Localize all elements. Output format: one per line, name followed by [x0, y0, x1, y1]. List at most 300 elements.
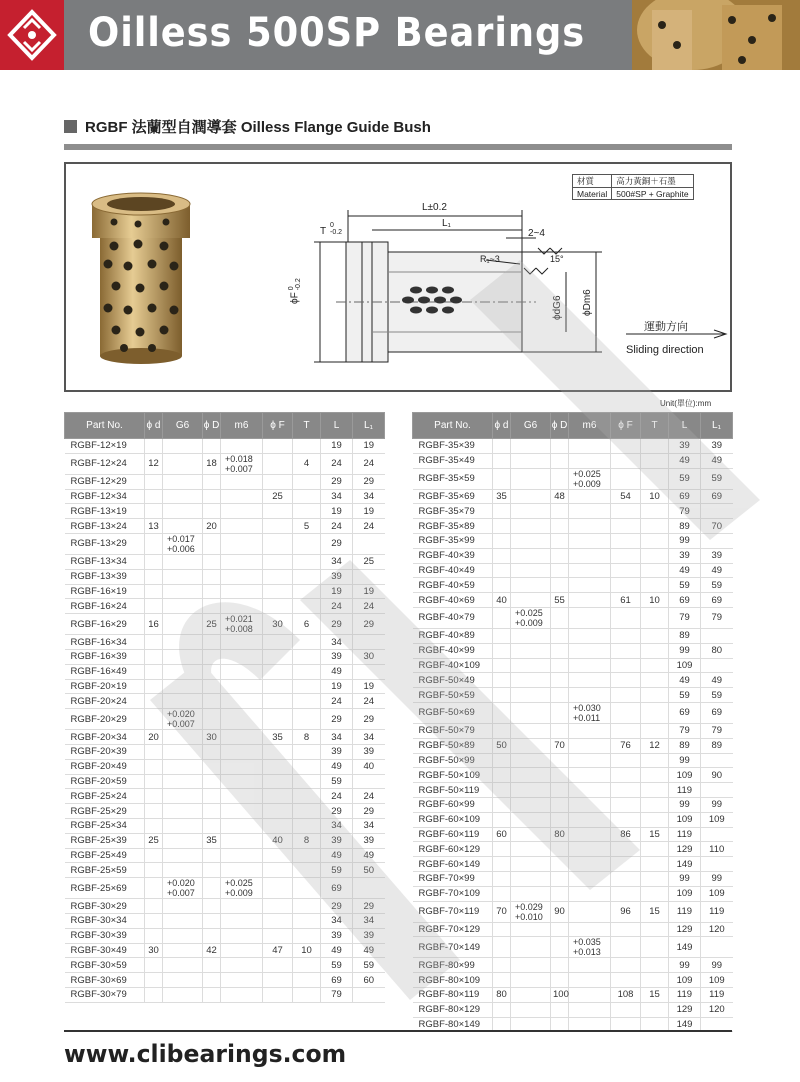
cell-F: [263, 958, 293, 973]
cell-F: [611, 723, 641, 738]
table-header-row: [413, 413, 733, 439]
cell-d: [493, 842, 511, 857]
cell-D: [203, 709, 221, 730]
cell-part: RGBF-25×59: [65, 863, 145, 878]
cell-L: 109: [669, 658, 701, 673]
table-row: [65, 599, 385, 614]
cell-L1: 50: [353, 863, 385, 878]
table-row: [413, 628, 733, 643]
cell-D: [203, 899, 221, 914]
dim-2-4-label: 2~4: [528, 228, 545, 239]
cell-d: 13: [145, 519, 163, 534]
col-header-g6: G6: [511, 413, 551, 439]
cell-D: [551, 504, 569, 519]
cell-F: [611, 797, 641, 812]
cell-part: RGBF-30×59: [65, 958, 145, 973]
cell-part: RGBF-80×109: [413, 973, 493, 988]
cell-m6: [221, 958, 263, 973]
cell-d: 50: [493, 738, 511, 753]
cell-d: [493, 548, 511, 563]
section-divider: [64, 144, 732, 150]
cell-T: [641, 439, 669, 454]
cell-d: 60: [493, 827, 511, 842]
bearing-thumbnail: [632, 0, 800, 70]
cell-d: 35: [493, 489, 511, 504]
table-row: [65, 649, 385, 664]
table-row: [65, 504, 385, 519]
dim-t-tol-upper: 0: [330, 222, 334, 229]
cell-T: 8: [293, 833, 321, 848]
cell-L: 99: [669, 753, 701, 768]
cell-part: RGBF-40×89: [413, 628, 493, 643]
table-row: [65, 554, 385, 569]
cell-m6: [569, 519, 611, 534]
cell-d: [493, 688, 511, 703]
cell-F: [263, 584, 293, 599]
cell-L: 79: [669, 723, 701, 738]
cell-g6: [511, 842, 551, 857]
cell-m6: [221, 744, 263, 759]
table-row: [65, 569, 385, 584]
cell-L: 99: [669, 797, 701, 812]
table-row: [65, 533, 385, 554]
cell-L: 24: [321, 519, 353, 534]
cell-L: 129: [669, 1002, 701, 1017]
cell-d: [493, 607, 511, 628]
cell-d: [493, 797, 511, 812]
cell-d: [145, 973, 163, 988]
cell-T: [641, 548, 669, 563]
cell-L1: 99: [701, 958, 733, 973]
cell-L: 99: [669, 533, 701, 548]
cell-L1: 79: [701, 723, 733, 738]
cell-F: [263, 554, 293, 569]
cell-T: 8: [293, 730, 321, 745]
cell-g6: [163, 987, 203, 1002]
cell-g6: [163, 804, 203, 819]
cell-d: [145, 958, 163, 973]
table-row: [413, 688, 733, 703]
cell-L: 34: [321, 489, 353, 504]
cell-part: RGBF-70×119: [413, 901, 493, 922]
cell-T: [293, 818, 321, 833]
cell-T: [293, 504, 321, 519]
cell-d: [145, 694, 163, 709]
cell-T: [641, 1002, 669, 1017]
cell-d: [493, 439, 511, 454]
cell-L1: [353, 664, 385, 679]
cell-T: [293, 489, 321, 504]
cell-F: [611, 886, 641, 901]
cell-L1: 24: [353, 694, 385, 709]
cell-T: [641, 533, 669, 548]
cell-part: RGBF-30×29: [65, 899, 145, 914]
col-header-L: L: [669, 413, 701, 439]
cell-L: 49: [321, 848, 353, 863]
cell-L: 49: [669, 563, 701, 578]
cell-d: [493, 871, 511, 886]
cell-d: [145, 899, 163, 914]
cell-L1: 59: [701, 468, 733, 489]
cell-d: [493, 937, 511, 958]
cell-m6: [569, 489, 611, 504]
dim-angle-label: 15°: [550, 254, 564, 264]
cell-F: 35: [263, 730, 293, 745]
table-row: [65, 913, 385, 928]
cell-L1: 59: [353, 958, 385, 973]
table-row: [413, 827, 733, 842]
cell-F: [611, 842, 641, 857]
cell-T: [293, 973, 321, 988]
cell-D: [551, 783, 569, 798]
table-row: [65, 730, 385, 745]
cell-T: 15: [641, 827, 669, 842]
cell-L1: 119: [701, 901, 733, 922]
cell-d: [493, 753, 511, 768]
cell-T: [641, 768, 669, 783]
cell-L1: 24: [353, 599, 385, 614]
cell-F: [263, 804, 293, 819]
cell-D: [551, 578, 569, 593]
cell-m6: [221, 584, 263, 599]
page-title: Oilless 500SP Bearings: [88, 10, 586, 56]
table-row: [413, 886, 733, 901]
table-row: [413, 922, 733, 937]
cell-T: [293, 789, 321, 804]
cell-T: [293, 774, 321, 789]
cell-F: 76: [611, 738, 641, 753]
cell-D: [551, 519, 569, 534]
col-header-D: ϕ D: [203, 413, 221, 439]
table-row: [65, 614, 385, 635]
cell-g6: [163, 818, 203, 833]
cell-m6: [569, 607, 611, 628]
table-row: [65, 928, 385, 943]
cell-m6: [569, 842, 611, 857]
cell-L1: [701, 783, 733, 798]
cell-d: [145, 928, 163, 943]
dim-t-label: T: [320, 226, 327, 237]
cell-D: [203, 679, 221, 694]
cell-g6: [511, 628, 551, 643]
cell-g6: [163, 848, 203, 863]
cell-m6: [221, 928, 263, 943]
table-row: [413, 702, 733, 723]
cell-m6: [221, 694, 263, 709]
cell-m6: [569, 797, 611, 812]
cell-m6: [569, 973, 611, 988]
table-row: [413, 593, 733, 608]
cell-L: 49: [321, 943, 353, 958]
cell-m6: [221, 818, 263, 833]
cell-D: [551, 658, 569, 673]
cell-part: RGBF-13×24: [65, 519, 145, 534]
cell-g6: [163, 649, 203, 664]
table-row: [65, 863, 385, 878]
cell-F: [263, 899, 293, 914]
cell-L: 19: [321, 679, 353, 694]
cell-L: 59: [669, 578, 701, 593]
cell-part: RGBF-16×29: [65, 614, 145, 635]
cell-g6: [511, 886, 551, 901]
cell-m6: [221, 833, 263, 848]
cell-g6: [511, 753, 551, 768]
cell-d: 20: [145, 730, 163, 745]
table-row: [413, 901, 733, 922]
cell-T: [293, 928, 321, 943]
cell-L: 89: [669, 738, 701, 753]
cell-m6: [569, 827, 611, 842]
cell-L: 59: [669, 468, 701, 489]
cell-D: [551, 886, 569, 901]
cell-m6: [569, 753, 611, 768]
cell-L: 79: [321, 987, 353, 1002]
table-row: [413, 857, 733, 872]
cell-part: RGBF-60×129: [413, 842, 493, 857]
cell-d: [145, 848, 163, 863]
cell-part: RGBF-12×24: [65, 453, 145, 474]
cell-part: RGBF-35×89: [413, 519, 493, 534]
cell-g6: [511, 702, 551, 723]
cell-D: [203, 913, 221, 928]
table-row: [65, 973, 385, 988]
cell-g6: [511, 783, 551, 798]
cell-part: RGBF-16×49: [65, 664, 145, 679]
cell-d: [145, 878, 163, 899]
cell-g6: [511, 548, 551, 563]
cell-T: [641, 628, 669, 643]
cell-F: [611, 702, 641, 723]
cell-m6: [221, 439, 263, 454]
cell-L: 29: [321, 474, 353, 489]
motion-label-en: Sliding direction: [626, 344, 704, 356]
cell-L1: 19: [353, 584, 385, 599]
cell-m6: +0.018 +0.007: [221, 453, 263, 474]
cell-d: [145, 664, 163, 679]
cell-m6: [221, 863, 263, 878]
table-row: [65, 744, 385, 759]
cell-d: [493, 628, 511, 643]
cell-L1: 49: [701, 563, 733, 578]
cell-g6: [163, 554, 203, 569]
cell-m6: [221, 533, 263, 554]
cell-part: RGBF-30×69: [65, 973, 145, 988]
cell-F: [263, 504, 293, 519]
cell-D: [203, 584, 221, 599]
cell-D: 80: [551, 827, 569, 842]
cell-m6: [221, 774, 263, 789]
cell-m6: [221, 664, 263, 679]
cell-L1: [701, 827, 733, 842]
cell-d: [493, 533, 511, 548]
cell-L1: 40: [353, 759, 385, 774]
cell-F: [611, 812, 641, 827]
cell-T: [293, 709, 321, 730]
cell-m6: [221, 489, 263, 504]
cell-m6: [221, 848, 263, 863]
col-header-part: Part No.: [413, 413, 493, 439]
cell-m6: [569, 857, 611, 872]
col-header-D: ϕ D: [551, 413, 569, 439]
cell-L: 119: [669, 783, 701, 798]
cell-L: 49: [669, 453, 701, 468]
cell-g6: +0.029 +0.010: [511, 901, 551, 922]
cell-m6: [221, 913, 263, 928]
cell-part: RGBF-25×39: [65, 833, 145, 848]
cell-L: 119: [669, 901, 701, 922]
cell-D: [551, 958, 569, 973]
cell-T: [641, 857, 669, 872]
cell-T: 15: [641, 901, 669, 922]
cell-D: [203, 818, 221, 833]
cell-D: 48: [551, 489, 569, 504]
cell-g6: [163, 584, 203, 599]
cell-part: RGBF-60×119: [413, 827, 493, 842]
cell-part: RGBF-20×24: [65, 694, 145, 709]
table-row: [65, 439, 385, 454]
cell-m6: [221, 569, 263, 584]
cell-L1: 24: [353, 519, 385, 534]
cell-part: RGBF-30×39: [65, 928, 145, 943]
cell-L: 49: [669, 673, 701, 688]
cell-T: [641, 578, 669, 593]
table-row: [413, 753, 733, 768]
cell-D: [551, 688, 569, 703]
cell-D: [551, 533, 569, 548]
cell-F: [263, 789, 293, 804]
cell-g6: [511, 857, 551, 872]
cell-L1: 90: [701, 768, 733, 783]
cell-m6: [569, 563, 611, 578]
cell-g6: +0.017 +0.006: [163, 533, 203, 554]
cell-D: [203, 664, 221, 679]
cell-T: [641, 673, 669, 688]
cell-T: [293, 987, 321, 1002]
dim-l-label: L±0.2: [422, 202, 447, 213]
cell-part: RGBF-20×19: [65, 679, 145, 694]
cell-T: [293, 664, 321, 679]
cell-d: [145, 774, 163, 789]
cell-L: 149: [669, 937, 701, 958]
cell-L1: 80: [701, 643, 733, 658]
cell-L: 49: [321, 759, 353, 774]
table-header-row: [65, 413, 385, 439]
cell-m6: [569, 439, 611, 454]
cell-F: [263, 694, 293, 709]
cell-g6: [511, 922, 551, 937]
table-row: [413, 453, 733, 468]
cell-L1: 34: [353, 913, 385, 928]
cell-D: [551, 439, 569, 454]
cell-L1: 24: [353, 789, 385, 804]
cell-L: 49: [321, 664, 353, 679]
cell-L: 29: [321, 614, 353, 635]
cell-m6: [221, 679, 263, 694]
cell-D: [203, 504, 221, 519]
cell-g6: [511, 738, 551, 753]
table-row: [65, 453, 385, 474]
cell-m6: [569, 504, 611, 519]
cell-L: 89: [669, 628, 701, 643]
cell-d: [145, 913, 163, 928]
cell-part: RGBF-70×109: [413, 886, 493, 901]
col-header-d: ϕ d: [145, 413, 163, 439]
cell-L1: 39: [353, 744, 385, 759]
table-row: [413, 468, 733, 489]
cell-D: [551, 922, 569, 937]
table-row: [413, 797, 733, 812]
cell-L1: 39: [701, 439, 733, 454]
cell-L1: 59: [701, 688, 733, 703]
cell-g6: [163, 789, 203, 804]
cell-g6: [163, 474, 203, 489]
material-label-cn: 材質: [573, 175, 612, 188]
cell-L: 69: [669, 489, 701, 504]
cell-L: 24: [321, 789, 353, 804]
cell-D: [203, 694, 221, 709]
cell-L: 24: [321, 599, 353, 614]
cell-L: 129: [669, 842, 701, 857]
table-row: [413, 723, 733, 738]
cell-part: RGBF-20×49: [65, 759, 145, 774]
cell-d: [145, 504, 163, 519]
table-row: [65, 833, 385, 848]
cell-L: 19: [321, 439, 353, 454]
cell-L1: 25: [353, 554, 385, 569]
cell-m6: [221, 973, 263, 988]
cell-L: 39: [321, 569, 353, 584]
cell-T: [641, 468, 669, 489]
cell-g6: [163, 833, 203, 848]
cell-part: RGBF-50×99: [413, 753, 493, 768]
cell-T: [293, 759, 321, 774]
cell-m6: [569, 768, 611, 783]
cell-d: [493, 643, 511, 658]
cell-L1: 34: [353, 818, 385, 833]
cell-T: [293, 804, 321, 819]
cell-T: [641, 607, 669, 628]
cell-m6: [569, 886, 611, 901]
cell-g6: [511, 468, 551, 489]
table-row: [65, 694, 385, 709]
cell-g6: [163, 899, 203, 914]
cell-L1: 109: [701, 812, 733, 827]
cell-part: RGBF-13×29: [65, 533, 145, 554]
cell-part: RGBF-13×19: [65, 504, 145, 519]
cell-D: [203, 878, 221, 899]
cell-D: [551, 723, 569, 738]
cell-d: [145, 489, 163, 504]
cell-L1: 79: [701, 607, 733, 628]
cell-T: [641, 563, 669, 578]
cell-m6: +0.025 +0.009: [569, 468, 611, 489]
cell-part: RGBF-50×89: [413, 738, 493, 753]
cell-L1: 110: [701, 842, 733, 857]
cell-F: [263, 759, 293, 774]
cell-d: [145, 635, 163, 650]
cell-m6: [569, 987, 611, 1002]
cell-part: RGBF-40×39: [413, 548, 493, 563]
cell-L: 59: [321, 958, 353, 973]
cell-g6: [511, 593, 551, 608]
cell-part: RGBF-16×24: [65, 599, 145, 614]
cell-T: [293, 533, 321, 554]
cell-L: 69: [321, 973, 353, 988]
cell-d: [493, 886, 511, 901]
cell-D: [551, 842, 569, 857]
cell-d: [493, 658, 511, 673]
cell-T: [641, 783, 669, 798]
